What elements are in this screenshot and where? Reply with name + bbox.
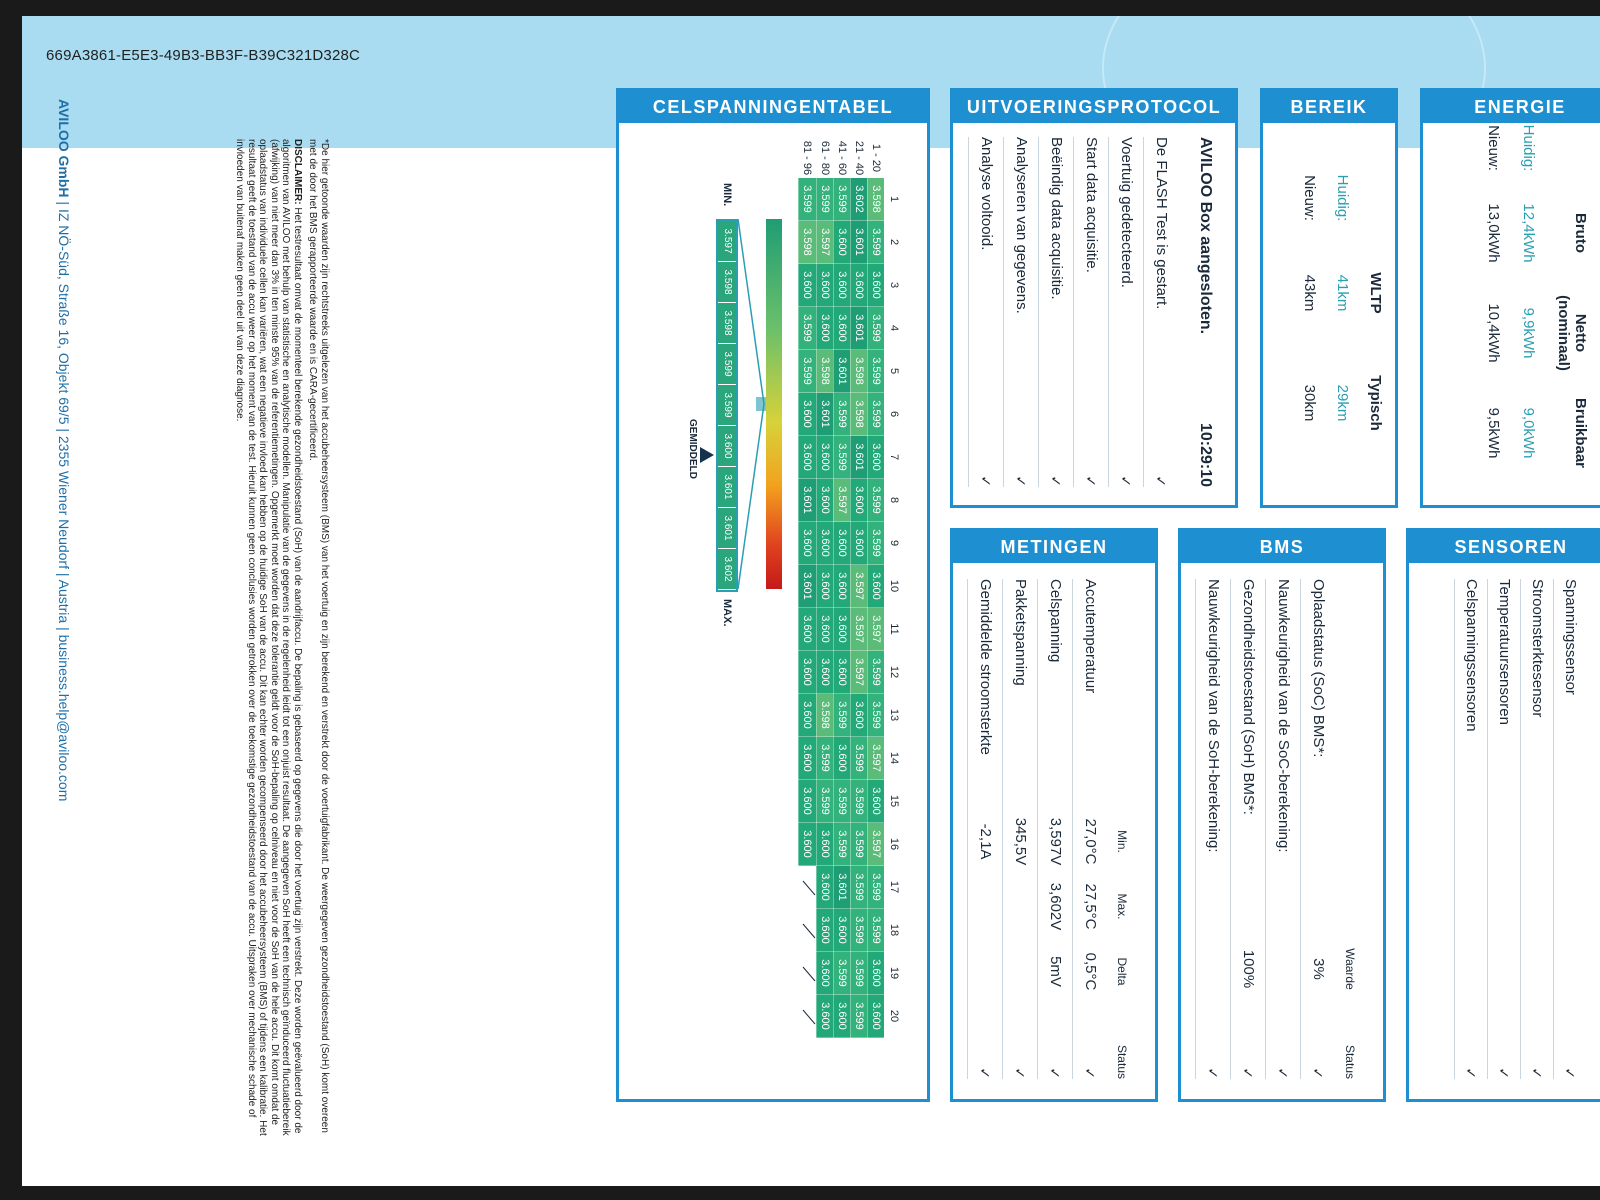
energie-content: [1445, 113, 1595, 483]
bereik-nieuw-typisch: 30km: [1301, 384, 1318, 422]
bms-row-value: [1266, 929, 1300, 1009]
metingen-max: [968, 874, 1002, 939]
cell-col-header: 17: [888, 880, 900, 894]
sensor-label: Stroomsterktesensor: [1529, 579, 1546, 718]
bereik-huidig-wltp: 41km: [1334, 274, 1351, 312]
cell-voltage: 3.600: [834, 608, 851, 651]
cell-voltage: 3.600: [799, 780, 817, 823]
check-icon: ✓: [1529, 1067, 1545, 1079]
metingen-max: 27,5°C: [1082, 883, 1099, 930]
cell-voltage: 3.601: [817, 393, 834, 436]
cell-voltage: 3.600: [834, 995, 851, 1038]
cell-voltage: 3.597: [851, 651, 868, 694]
energie-col-bruto: Bruto: [1572, 213, 1589, 253]
cell-voltage: 3.600: [817, 522, 834, 565]
cell-voltage: 3.598: [817, 694, 834, 737]
bms-row: [1265, 579, 1300, 1079]
check-icon: ✓: [1048, 475, 1064, 487]
cell-voltage: 3.599: [834, 823, 851, 866]
check-icon: ✓: [1082, 1067, 1098, 1079]
cell-row: [817, 139, 834, 1038]
cell-voltage: 3.600: [851, 479, 868, 522]
cell-col-header: 5: [888, 367, 900, 375]
cell-col-header: 13: [888, 708, 900, 722]
metingen-delta: 0,5°C: [1082, 952, 1099, 991]
metingen-row: [1002, 579, 1037, 1079]
protocol-step: [1143, 137, 1178, 487]
cell-voltage: 3.600: [834, 221, 851, 264]
energie-huidig-netto: 9,9kWh: [1520, 307, 1537, 359]
scale-value: 3.599: [718, 385, 736, 426]
sensoren-card: [1406, 528, 1600, 1102]
cell-voltage: 3.600: [851, 264, 868, 307]
cell-voltage: 3.597: [868, 737, 885, 780]
metingen-row-label: Celspanning: [1047, 579, 1064, 663]
bereik-col-wltp: WLTP: [1367, 272, 1384, 314]
bms-row-label: Oplaadstatus (SoC) BMS*:: [1310, 579, 1327, 758]
cell-row-label: 1 - 20: [868, 139, 885, 178]
cell-voltage: 3.600: [834, 737, 851, 780]
scale-value: 3.601: [718, 508, 736, 549]
cell-voltage: 3.600: [851, 694, 868, 737]
cell-voltage: 3.599: [799, 350, 817, 393]
protocol-step-label: Analyseren van gegevens.: [1013, 137, 1030, 314]
cell-col-header: 8: [888, 496, 900, 504]
cell-col-header: 6: [888, 410, 900, 418]
cell-row-label: 41 - 60: [834, 139, 851, 178]
metingen-min: -2,1A: [977, 823, 994, 860]
bereik-huidig-typisch: 29km: [1334, 384, 1351, 422]
cell-voltage: 3.599: [834, 780, 851, 823]
cell-voltage: 3.600: [817, 307, 834, 350]
cell-voltage: 3.599: [817, 737, 834, 780]
cell-voltage: 3.600: [799, 694, 817, 737]
protocol-step: [1073, 137, 1108, 487]
bereik-nieuw-wltp: 43km: [1301, 274, 1318, 312]
sensor-label: Spanningssensor: [1562, 579, 1579, 695]
metingen-col-min: Min.: [1115, 830, 1129, 853]
energie-huidig-label: Huidig:: [1520, 124, 1537, 172]
cell-voltage: 3.602: [851, 178, 868, 221]
check-icon: ✓: [1012, 1067, 1028, 1079]
energie-nieuw-bruikbaar: 9,5kWh: [1485, 407, 1502, 459]
cell-voltage: 3.600: [868, 264, 885, 307]
bms-row-label: Nauwkeurigheid van de SoC-berekening:: [1275, 579, 1292, 853]
cell-voltage: 3.601: [834, 350, 851, 393]
check-icon: ✓: [1275, 1067, 1291, 1079]
cell-col-header: 19: [888, 966, 900, 980]
cell-voltage: 3.598: [851, 350, 868, 393]
footer-note: *De hier getoonde waarden zijn rechtstreeks uitgelezen van het accubeheersysteem (BMS) van het voertuig en zijn berekend en verstrekt door de voertuigfabrikant. De weergegeven gezondheidstoestand (SoH) komt overeen met de door het BMS gerapporteerde waarde en is CARA-gecertificeerd.: [307, 139, 330, 1133]
cell-voltage: 3.600: [817, 565, 834, 608]
energie-nieuw-netto: 10,4kWh: [1485, 303, 1502, 363]
sensor-label: Temperatuursensoren: [1496, 579, 1513, 725]
cell-voltage: 3.600: [834, 651, 851, 694]
cell-row: [868, 139, 885, 1038]
metingen-min: 3,597V: [1047, 817, 1064, 866]
cell-col-header: 1: [888, 195, 900, 203]
check-icon: ✓: [1013, 475, 1029, 487]
cell-voltage: 3.600: [817, 823, 834, 866]
cell-voltage: 3.599: [868, 350, 885, 393]
metingen-delta: 5mV: [1047, 956, 1064, 987]
scale-value: 3.600: [718, 426, 736, 467]
protocol-step-label: Analyse voltooid.: [978, 137, 995, 251]
cell-voltage: 3.600: [817, 952, 834, 995]
protocol-heading: AVILOO Box aangesloten.: [1197, 137, 1214, 335]
color-gradient-bar: [766, 219, 782, 589]
cell-voltage: 3.599: [851, 866, 868, 909]
cell-voltage: 3.598: [851, 393, 868, 436]
protocol-step: [1038, 137, 1073, 487]
protocol-step: [968, 137, 1003, 487]
celtabel-content: [643, 139, 903, 1079]
protocol-step-label: Beëindig data acquisitie.: [1048, 137, 1065, 300]
sensor-row: [1553, 579, 1586, 1079]
footer-address: [56, 99, 72, 1099]
cell-voltage: 3.601: [834, 866, 851, 909]
cell-col-header: 7: [888, 453, 900, 461]
protocol-step-label: De FLASH Test is gestart.: [1153, 137, 1170, 310]
cell-voltage: 3.600: [834, 909, 851, 952]
scale-value: 3.599: [718, 344, 736, 385]
bms-row: [1300, 579, 1335, 1079]
cell-voltage: 3.600: [799, 264, 817, 307]
empty-cell-slash: [802, 996, 816, 1036]
bms-row-value: [1196, 929, 1230, 1009]
cell-row: [834, 139, 851, 1038]
cell-voltage: 3.597: [851, 608, 868, 651]
cell-voltage: 3.597: [834, 479, 851, 522]
cell-voltage: 3.600: [868, 436, 885, 479]
average-marker-icon: [700, 447, 714, 463]
sensor-row: [1454, 579, 1487, 1079]
cell-row: [799, 139, 817, 1038]
cell-voltage: 3.599: [868, 307, 885, 350]
cell-voltage: 3.600: [868, 565, 885, 608]
protocol-step: [1003, 137, 1038, 487]
cell-voltage: 3.599: [799, 178, 817, 221]
cell-voltage: 3.601: [799, 565, 817, 608]
cell-voltage: 3.600: [817, 608, 834, 651]
metingen-row: [1037, 579, 1072, 1079]
cell-col-header: 11: [888, 623, 900, 635]
metingen-card: [950, 528, 1158, 1102]
bms-row-value: 3%: [1310, 958, 1327, 980]
cell-col-header: 15: [888, 794, 900, 808]
cell-col-header: 2: [888, 238, 900, 246]
empty-cell: [799, 995, 817, 1038]
document-id: 669A3861-E5E3-49B3-BB3F-B39C321D328C: [46, 47, 361, 64]
cell-voltage: 3.600: [834, 307, 851, 350]
metingen-min: 27,0°C: [1082, 818, 1099, 865]
bms-card: [1178, 528, 1386, 1102]
cell-row-label: 61 - 80: [817, 139, 834, 178]
energie-nieuw-label: Nieuw:: [1485, 125, 1502, 171]
metingen-max: 3,602V: [1047, 882, 1064, 931]
color-scale: [766, 219, 782, 1079]
check-icon: ✓: [978, 475, 994, 487]
cell-voltage: 3.599: [851, 737, 868, 780]
bms-row-value: 100%: [1240, 949, 1257, 989]
report-sheet: [22, 16, 1600, 1186]
protocol-step: [1108, 137, 1143, 487]
metingen-row-label: Pakketspanning: [1012, 579, 1029, 686]
footer-disclaimer: [234, 139, 330, 1139]
cell-voltage: 3.599: [851, 823, 868, 866]
cell-voltage: 3.600: [834, 264, 851, 307]
metingen-row-label: Accutemperatuur: [1082, 579, 1099, 694]
bms-content: [1207, 579, 1357, 1079]
cell-voltage: 3.599: [834, 694, 851, 737]
cell-voltage: 3.597: [868, 608, 885, 651]
cell-voltage: 3.600: [817, 866, 834, 909]
check-icon: ✓: [1118, 475, 1134, 487]
bereik-title: BEREIK: [1263, 91, 1395, 123]
cell-col-header: 10: [888, 579, 900, 593]
cell-voltage: 3.600: [799, 393, 817, 436]
cell-voltage: 3.597: [817, 221, 834, 264]
scale-value: 3.597: [718, 221, 736, 262]
energie-nieuw-bruto: 13,0kWh: [1485, 203, 1502, 263]
metingen-max: [1003, 874, 1037, 939]
cell-voltage: 3.599: [834, 393, 851, 436]
check-icon: ✓: [1310, 1067, 1326, 1079]
cell-voltage: 3.598: [817, 350, 834, 393]
cell-voltage: 3.599: [834, 952, 851, 995]
cell-voltage: 3.600: [817, 995, 834, 1038]
cell-voltage: 3.599: [868, 221, 885, 264]
scale-min-label: MIN.: [721, 183, 733, 207]
cell-voltage: 3.600: [868, 952, 885, 995]
energie-card: [1420, 88, 1600, 508]
cell-voltage: 3.599: [851, 780, 868, 823]
cell-row-label: 21 - 40: [851, 139, 868, 178]
check-icon: ✓: [1047, 1067, 1063, 1079]
cell-voltage: 3.600: [834, 522, 851, 565]
protocol-time: 10:29:10: [1197, 422, 1214, 487]
scale-avg-label: GEMIDDELD: [687, 419, 698, 479]
cell-row: [851, 139, 868, 1038]
cell-voltage: 3.599: [834, 178, 851, 221]
cell-voltage: 3.597: [868, 823, 885, 866]
protocol-title: UITVOERINGSPROTOCOL: [953, 91, 1235, 123]
cell-voltage: 3.598: [799, 221, 817, 264]
check-icon: ✓: [1153, 475, 1169, 487]
bms-col-waarde: Waarde: [1343, 948, 1357, 990]
check-icon: ✓: [1083, 475, 1099, 487]
check-icon: ✓: [1205, 1067, 1221, 1079]
protocol-step-label: Voertuig gedetecteerd.: [1118, 137, 1135, 288]
cell-voltage: 3.600: [799, 436, 817, 479]
cell-voltage: 3.599: [851, 952, 868, 995]
metingen-delta: [1003, 939, 1037, 1004]
cell-voltage: 3.600: [799, 522, 817, 565]
sensor-row: [1520, 579, 1553, 1079]
cell-voltage: 3.597: [851, 565, 868, 608]
bereik-huidig-label: Huidig:: [1334, 174, 1351, 222]
metingen-min: 345,5V: [1012, 817, 1029, 866]
scale-value: 3.601: [718, 467, 736, 508]
scale-max-label: MAX.: [721, 599, 733, 627]
metingen-col-delta: Delta: [1115, 957, 1129, 986]
company-name: AVILOO GmbH: [56, 99, 72, 198]
celtabel-card: [616, 88, 930, 1102]
check-icon: ✓: [1463, 1067, 1479, 1079]
metingen-title: METINGEN: [953, 531, 1155, 563]
cell-voltage: 3.601: [851, 307, 868, 350]
check-icon: ✓: [977, 1067, 993, 1079]
cell-voltage: 3.600: [868, 995, 885, 1038]
empty-cell: [799, 909, 817, 952]
bereik-col-typisch: Typisch: [1367, 375, 1384, 431]
cell-voltage: 3.601: [851, 221, 868, 264]
company-address: | IZ NÖ-Süd, Straße 16, Objekt 69/5 | 2355 Wiener Neudorf | Austria | business.help@aviloo.com: [56, 197, 72, 802]
check-icon: ✓: [1496, 1067, 1512, 1079]
empty-cell-slash: [802, 910, 816, 950]
scale-value: 3.598: [718, 303, 736, 344]
metingen-col-status: Status: [1115, 1044, 1129, 1079]
celtabel-title: CELSPANNINGENTABEL: [619, 91, 927, 123]
bms-title: BMS: [1181, 531, 1383, 563]
protocol-step-label: Start data acquisitie.: [1083, 137, 1100, 273]
empty-cell: [799, 866, 817, 909]
bms-col-status: Status: [1343, 1044, 1357, 1079]
scale-value: 3.602: [718, 549, 736, 590]
check-icon: ✓: [1240, 1067, 1256, 1079]
cell-voltage: 3.600: [799, 737, 817, 780]
metingen-col-max: Max.: [1115, 893, 1129, 920]
cell-col-header: 3: [888, 281, 900, 289]
energie-huidig-bruikbaar: 9,0kWh: [1520, 407, 1537, 459]
cell-voltage: 3.600: [834, 565, 851, 608]
energie-col-netto: Netto (nominaal): [1555, 295, 1589, 371]
cell-voltage: 3.600: [799, 823, 817, 866]
cell-col-header: 20: [888, 1009, 900, 1023]
bereik-content: [1274, 158, 1384, 458]
energie-huidig-bruto: 12,4kWh: [1520, 203, 1537, 263]
cell-voltage: 3.599: [851, 995, 868, 1038]
protocol-card: [950, 88, 1238, 508]
cell-voltage: 3.599: [834, 436, 851, 479]
cell-voltage: 3.599: [817, 178, 834, 221]
cell-voltage: 3.599: [851, 909, 868, 952]
metingen-row: [1072, 579, 1107, 1079]
empty-cell: [799, 952, 817, 995]
energie-title: ENERGIE: [1423, 91, 1600, 123]
bms-row: [1230, 579, 1265, 1079]
cell-row-label: 81 - 96: [799, 139, 817, 178]
sensoren-title: SENSOREN: [1409, 531, 1600, 563]
cell-col-header: 9: [888, 539, 900, 547]
cell-voltage: 3.599: [868, 866, 885, 909]
cell-voltage: 3.599: [868, 522, 885, 565]
cell-voltage: 3.599: [817, 780, 834, 823]
check-icon: ✓: [1562, 1067, 1578, 1079]
cell-voltage: 3.598: [868, 178, 885, 221]
empty-cell-slash: [802, 867, 816, 907]
cell-voltage: 3.600: [817, 651, 834, 694]
cell-voltage: 3.599: [799, 307, 817, 350]
bms-row-label: Gezondheidstoestand (SoH) BMS*:: [1240, 579, 1257, 815]
cell-voltage: 3.600: [868, 780, 885, 823]
empty-cell-slash: [802, 953, 816, 993]
cell-voltage: 3.600: [817, 479, 834, 522]
cell-voltage: 3.600: [799, 651, 817, 694]
cell-voltage: 3.600: [817, 909, 834, 952]
cell-voltage: 3.599: [868, 393, 885, 436]
cell-voltage: 3.601: [799, 479, 817, 522]
sensoren-content: [1436, 579, 1586, 1079]
cell-voltage: 3.601: [851, 436, 868, 479]
cell-col-header: 16: [888, 837, 900, 851]
cell-col-header: 14: [888, 751, 900, 765]
cell-voltage: 3.599: [868, 479, 885, 522]
metingen-row: [967, 579, 1002, 1079]
cell-col-header: 4: [888, 324, 900, 332]
cell-voltage: 3.600: [817, 436, 834, 479]
scale-funnel: [736, 219, 766, 589]
scale-value: 3.598: [718, 262, 736, 303]
cell-col-header: 12: [888, 665, 900, 679]
metingen-row-label: Gemiddelde stroomsterkte: [977, 579, 994, 755]
metingen-delta: [968, 939, 1002, 1004]
cell-voltage: 3.600: [851, 522, 868, 565]
sensor-label: Celspanningssensoren: [1463, 579, 1480, 732]
bereik-card: [1260, 88, 1398, 508]
bereik-nieuw-label: Nieuw:: [1301, 175, 1318, 221]
protocol-content: [974, 137, 1214, 487]
disclaimer-label: DISCLAIMER:: [292, 139, 303, 205]
energie-col-bruikbaar: Bruikbaar: [1572, 397, 1589, 469]
cell-voltage: 3.599: [868, 909, 885, 952]
bms-row-label: Nauwkeurigheid van de SoH-berekening:: [1205, 579, 1222, 853]
cell-voltage: 3.600: [817, 264, 834, 307]
cell-voltage: 3.600: [799, 608, 817, 651]
scale-values: [716, 219, 738, 592]
cell-voltage: 3.599: [868, 651, 885, 694]
cell-col-header: 18: [888, 923, 900, 937]
cell-voltage: 3.599: [868, 694, 885, 737]
bms-row: [1195, 579, 1230, 1079]
cell-voltage-table: [798, 139, 903, 1038]
sensor-row: [1487, 579, 1520, 1079]
disclaimer-text: Het testresultaat omvat de momenteel berekende gezondheidstoestand (SoH) van de aandrijfaccu. De bepaling is gebaseerd op gegevens die door het voertuig zijn verstrekt. Deze worden geëvalueerd door de algoritmen van AVILOO met behulp van statistische en analytische modellen. Manipulatie van de gegevens in de regelenheid leidt tot een onjuist resultaat. De aangegeven SoH heeft een technisch geïnduceerd fluctuatiebereik (afwijking) van niet meer dan 3% in ten minste 95% van de referentiemetingen. Opgemerkt moet worden dat deze tolerantie geldt voor de SoH-bepaling op celniveau en niet voor de SoH van de hele accu. Dit komt omdat de oplaadstatus van individuele cellen kan variëren, wat een negatieve invloed kan hebben op de huidige SoH van de accu. Dit kan echter worden gecompenseerd door het accubeheersysteem (BMS) of tijdens een kalibratie. Het resultaat geeft de toestand van de accu weer op het moment van de test. Hieruit kunnen geen conclusies worden getrokken over de toekomstige gezondheidstoestand van de accu. Uitspraken over mechanische schade of invloeden van buitenaf maken geen deel uit van deze diagnose.: [234, 139, 303, 1136]
metingen-content: [979, 579, 1129, 1079]
